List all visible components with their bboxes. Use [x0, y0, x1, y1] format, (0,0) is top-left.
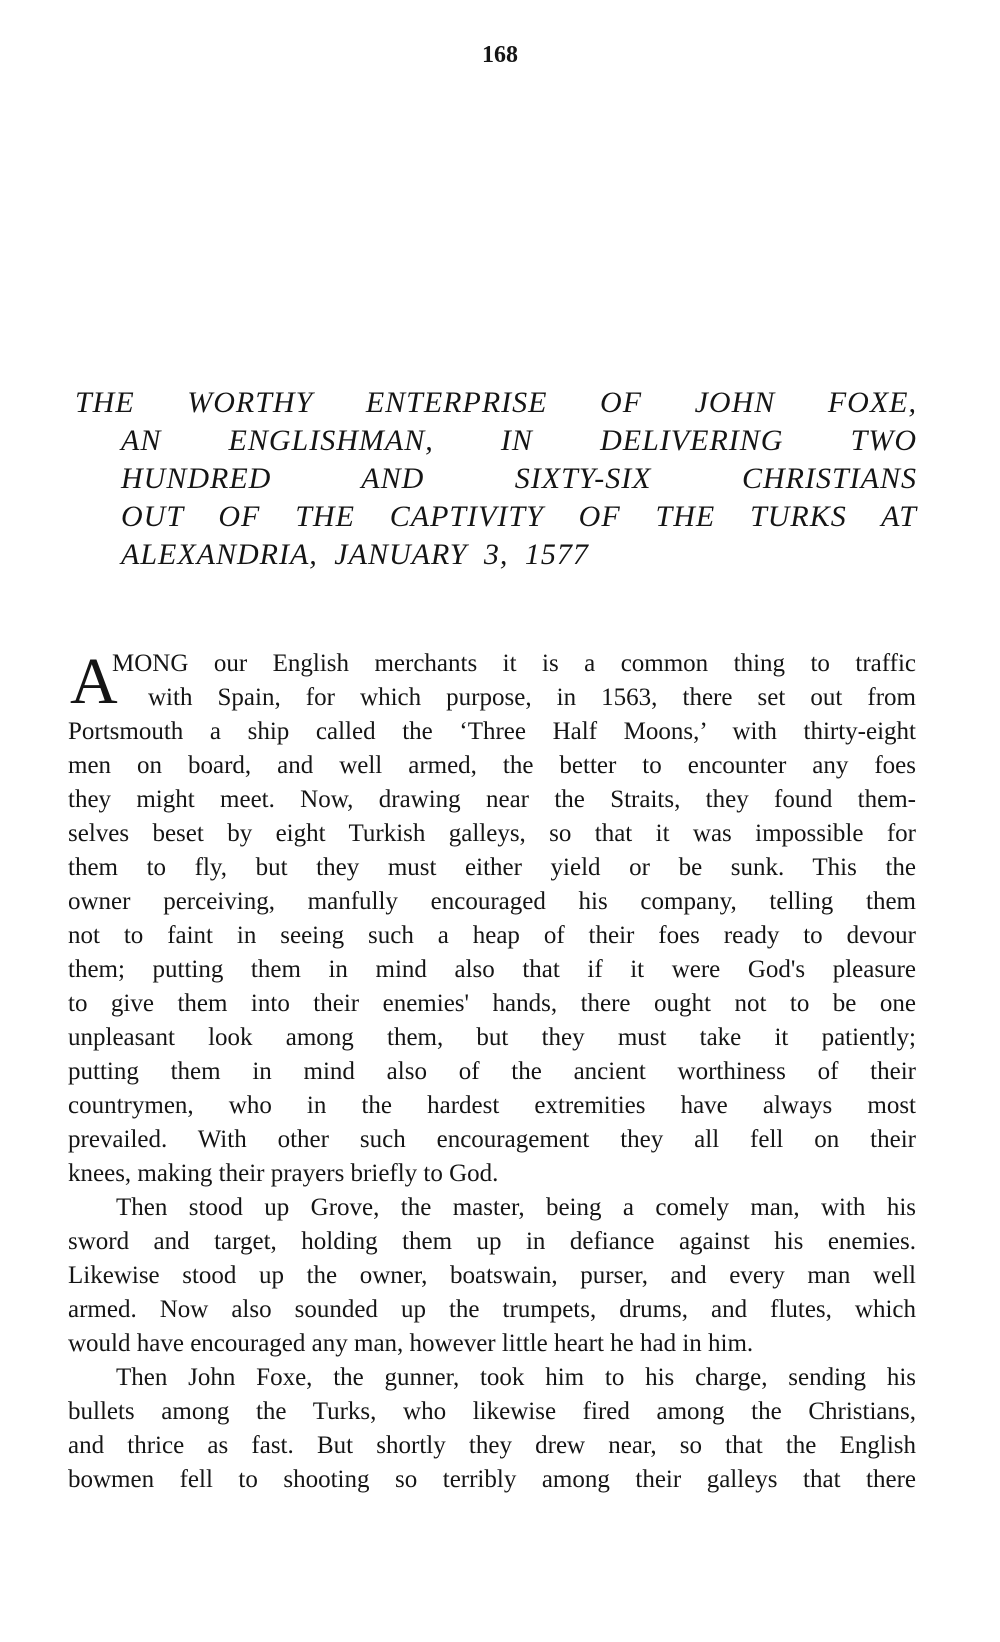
title-line: OUT OF THE CAPTIVITY OF THE TURKS AT [121, 500, 917, 533]
text-line: unpleasant look among them, but they must take it patiently; [68, 1024, 916, 1051]
text-line: bowmen fell to shooting so terribly among their galleys that there [68, 1466, 916, 1493]
title-line: HUNDRED AND SIXTY-SIX CHRISTIANS [121, 462, 917, 495]
paragraph-2 [68, 1191, 916, 1361]
text-line: sword and target, holding them up in defiance against his enemies. [68, 1228, 916, 1255]
text-line: not to faint in seeing such a heap of their foes ready to devour [68, 922, 916, 949]
text-line: knees, making their prayers briefly to God. [68, 1160, 499, 1187]
title-line: ALEXANDRIA, JANUARY 3, 1577 [121, 538, 589, 571]
text-line: they might meet. Now, drawing near the Straits, they found them- [68, 786, 916, 813]
text-line: prevailed. With other such encouragement they all fell on their [68, 1126, 916, 1153]
text-line: Portsmouth a ship called the ‘Three Half Moons,’ with thirty-eight [68, 718, 916, 745]
text-line: Then John Foxe, the gunner, took him to his charge, sending his [116, 1364, 916, 1391]
text-line: Then stood up Grove, the master, being a comely man, with his [116, 1194, 916, 1221]
text-line: would have encouraged any man, however little heart he had in him. [68, 1330, 754, 1357]
text-line: with Spain, for which purpose, in 1563, there set out from [148, 684, 916, 711]
title-line: THE WORTHY ENTERPRISE OF JOHN FOXE, [75, 386, 917, 419]
text-line: men on board, and well armed, the better to encounter any foes [68, 752, 916, 779]
page-number: 168 [482, 42, 518, 68]
paragraph-3 [68, 1361, 916, 1497]
text-line: putting them in mind also of the ancient worthiness of their [68, 1058, 916, 1085]
drop-cap: A [70, 645, 118, 718]
text-line: them to fly, but they must either yield or be sunk. This the [68, 854, 916, 881]
text-line: countrymen, who in the hardest extremities have always most [68, 1092, 916, 1119]
text-line: armed. Now also sounded up the trumpets, drums, and flutes, which [68, 1296, 916, 1323]
paragraph-1 [68, 647, 916, 1191]
text-line: selves beset by eight Turkish galleys, so that it was impossible for [68, 820, 916, 847]
text-line: Likewise stood up the owner, boatswain, purser, and every man well [68, 1262, 916, 1289]
text-line: owner perceiving, manfully encouraged his company, telling them [68, 888, 916, 915]
chapter-title [75, 384, 917, 574]
body-text [68, 647, 916, 1497]
text-line: to give them into their enemies' hands, there ought not to be one [68, 990, 916, 1017]
text-line: bullets among the Turks, who likewise fired among the Christians, [68, 1398, 916, 1425]
text-line: them; putting them in mind also that if it were God's pleasure [68, 956, 916, 983]
text-line: MONG our English merchants it is a common thing to traffic [112, 650, 916, 677]
text-line: and thrice as fast. But shortly they drew near, so that the English [68, 1432, 916, 1459]
title-line: AN ENGLISHMAN, IN DELIVERING TWO [121, 424, 917, 457]
